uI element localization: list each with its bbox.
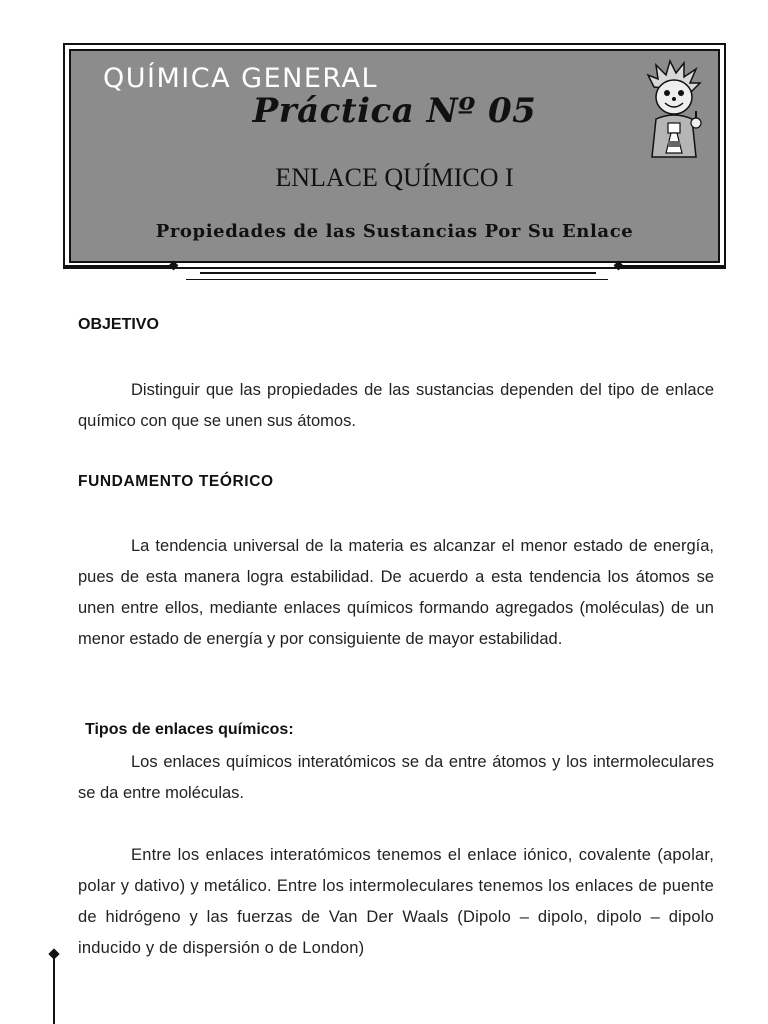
fundamento-heading: FUNDAMENTO TEÓRICO bbox=[78, 473, 274, 490]
header-banner bbox=[63, 43, 726, 269]
objetivo-paragraph bbox=[78, 375, 714, 437]
topic-title: ENLACE QUÍMICO I bbox=[275, 163, 514, 192]
header-banner-inner bbox=[69, 49, 720, 263]
margin-ornament-line bbox=[53, 956, 55, 1024]
subtopic-title: Propiedades de las Sustancias Por Su Enlace bbox=[155, 221, 634, 242]
cartoon-scientist-icon bbox=[638, 57, 710, 165]
ornament-rule-thin bbox=[186, 279, 608, 280]
ornament-line-left bbox=[63, 265, 171, 267]
objetivo-heading: OBJETIVO bbox=[78, 316, 159, 333]
tipos-heading: Tipos de enlaces químicos: bbox=[85, 721, 294, 738]
tipos-paragraph bbox=[78, 747, 714, 809]
objetivo-text: Distinguir que las propiedades de las sustancias dependen del tipo de enlace químico con que se unen sus átomos. bbox=[78, 381, 714, 430]
tipos-text: Los enlaces químicos interatómicos se da entre átomos y los intermoleculares se da entre moléculas. bbox=[78, 753, 714, 802]
fundamento-paragraph bbox=[78, 531, 714, 655]
ornament-line-right bbox=[622, 265, 726, 267]
ornament-rule-thick bbox=[200, 272, 596, 274]
entre-text: Entre los enlaces interatómicos tenemos el enlace iónico, covalente (apolar, polar y dativo) y metálico. Entre los intermoleculares tenemos los enlaces de puente de hidrógeno y las fuerzas de Van Der Waals (Dipolo – dipolo, dipolo – dipolo inducido y de dispersión o de London) bbox=[78, 846, 714, 957]
practice-title: Práctica Nº 05 bbox=[252, 91, 537, 131]
fundamento-text: La tendencia universal de la materia es alcanzar el menor estado de energía, pues de esta manera logra estabilidad. De acuerdo a esta tendencia los átomos se unen entre ellos, mediante enlaces químicos formando agregados (moléculas) de un menor estado de energía y por consiguiente de mayor estabilidad. bbox=[78, 537, 714, 648]
course-title: QUÍMICA GENERAL bbox=[103, 63, 379, 94]
entre-paragraph bbox=[78, 840, 714, 964]
